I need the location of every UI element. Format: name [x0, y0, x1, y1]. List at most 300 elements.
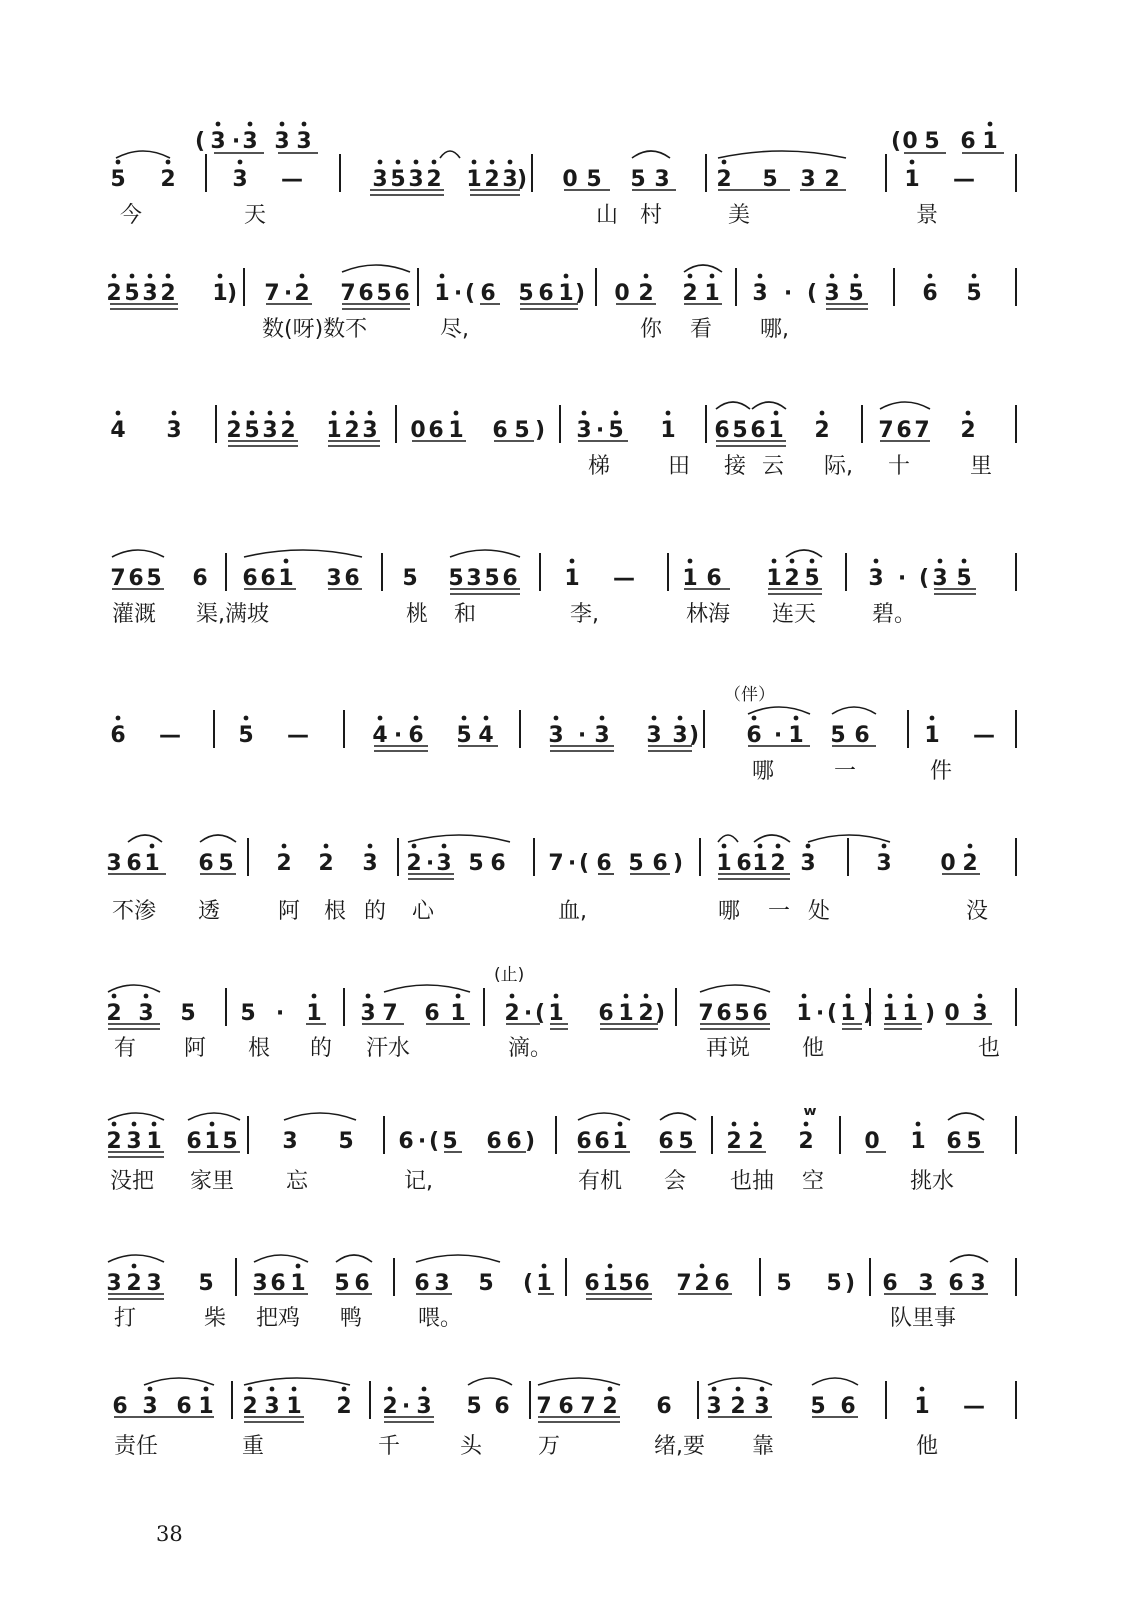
note: 6 — [714, 1271, 730, 1296]
note: 3 — [548, 723, 564, 748]
note: 2 — [106, 1001, 122, 1026]
octave-dot-high — [820, 411, 825, 416]
lyric: 和 — [454, 602, 477, 627]
octave-dot-high — [972, 274, 977, 279]
note: 6 — [576, 1129, 592, 1154]
octave-dot-high — [760, 1387, 765, 1392]
note: 6 — [398, 1129, 414, 1154]
note: · — [393, 723, 403, 748]
note: 3 — [466, 566, 482, 591]
note: 1 — [548, 1001, 564, 1026]
note-token: ) — [688, 723, 700, 748]
lyric: 会 — [664, 1169, 687, 1194]
note: 5 — [448, 566, 464, 591]
octave-dot-high — [454, 411, 459, 416]
note: 6 — [594, 1129, 610, 1154]
octave-dot-high — [882, 844, 887, 849]
note: 6 — [896, 418, 912, 443]
note-token: ) — [654, 1001, 666, 1026]
note: 6 — [598, 1001, 614, 1026]
note-token: ) — [844, 1271, 856, 1296]
note: · — [453, 281, 463, 306]
note: 3 — [362, 851, 378, 876]
lyric: 李, — [570, 602, 599, 627]
note: 2 — [814, 418, 830, 443]
dash-extension: — — [287, 723, 309, 748]
note: 2 — [770, 851, 786, 876]
octave-dot-high — [542, 1264, 547, 1269]
octave-dot-high — [248, 122, 253, 127]
note: 5 — [124, 281, 140, 306]
octave-dot-high — [412, 844, 417, 849]
lyric: 喂。 — [418, 1306, 463, 1331]
lyric: 根 — [248, 1036, 271, 1061]
octave-dot-high — [988, 122, 993, 127]
lyric: 把鸡 — [256, 1306, 301, 1331]
lyric: 鸭 — [340, 1306, 363, 1331]
octave-dot-high — [300, 274, 305, 279]
note: 3 — [972, 1001, 988, 1026]
note: 3 — [106, 1271, 122, 1296]
note: 3 — [576, 418, 592, 443]
note: 5 — [830, 723, 846, 748]
slur — [708, 1378, 772, 1385]
slur — [108, 1255, 164, 1262]
note: 5 — [110, 167, 126, 192]
note: 1 — [212, 281, 228, 306]
note: 3 — [970, 1271, 986, 1296]
note: 3 — [262, 418, 278, 443]
note: ( — [806, 281, 818, 306]
lyric: 他 — [802, 1036, 825, 1061]
octave-dot-high — [166, 274, 171, 279]
note: 1 — [198, 1394, 214, 1419]
note: 3 — [232, 167, 248, 192]
note: 6 — [198, 851, 214, 876]
note: 5 — [966, 1129, 982, 1154]
note: 6 — [558, 1394, 574, 1419]
note-token: ) — [534, 418, 546, 443]
octave-dot-high — [846, 994, 851, 999]
note: 3 — [146, 1271, 162, 1296]
octave-dot-high — [888, 994, 893, 999]
note: 2 — [336, 1394, 352, 1419]
slur — [832, 707, 876, 714]
note: 6 — [716, 1001, 732, 1026]
octave-dot-high — [830, 274, 835, 279]
note: 2 — [962, 851, 978, 876]
lyric: 靠 — [752, 1434, 775, 1459]
note: 6 — [428, 418, 444, 443]
note: · — [425, 851, 435, 876]
note: · — [815, 1001, 825, 1026]
note: 2 — [382, 1394, 398, 1419]
note: 2 — [318, 851, 334, 876]
note: 3 — [142, 281, 158, 306]
lyric: 桃 — [406, 602, 429, 627]
octave-dot-high — [978, 994, 983, 999]
octave-dot-high — [152, 1122, 157, 1127]
octave-dot-high — [332, 411, 337, 416]
octave-dot-high — [368, 411, 373, 416]
note: 2 — [294, 281, 310, 306]
note: 2 — [824, 167, 840, 192]
octave-dot-high — [232, 411, 237, 416]
note: 6 — [242, 566, 258, 591]
note-token: 3 — [210, 129, 226, 154]
octave-dot-high — [414, 716, 419, 721]
note: 2 — [160, 281, 176, 306]
slur — [336, 1255, 372, 1262]
octave-dot-high — [342, 1387, 347, 1392]
octave-dot-high — [440, 274, 445, 279]
octave-dot-high — [854, 274, 859, 279]
octave-dot-high — [366, 994, 371, 999]
note: 5 — [586, 167, 602, 192]
note: ( — [428, 1129, 440, 1154]
note: 2 — [726, 1129, 742, 1154]
note-token: · — [231, 129, 241, 154]
note: 1 — [286, 1394, 302, 1419]
octave-dot-high — [238, 160, 243, 165]
note: 6 — [480, 281, 496, 306]
lyric: 渠,满坡 — [196, 602, 269, 627]
octave-dot-high — [132, 1264, 137, 1269]
note: 5 — [608, 418, 624, 443]
lyric: 千 — [378, 1434, 401, 1459]
slur — [128, 835, 162, 842]
note: 6 — [186, 1129, 202, 1154]
note: 1 — [902, 1001, 918, 1026]
octave-dot-high — [652, 716, 657, 721]
note: 5 — [402, 566, 418, 591]
octave-dot-high — [282, 844, 287, 849]
slur — [786, 550, 822, 557]
lyric: 万 — [538, 1434, 561, 1459]
note: 3 — [434, 1271, 450, 1296]
note: 5 — [478, 1271, 494, 1296]
octave-dot-high — [204, 1387, 209, 1392]
octave-dot-high — [378, 716, 383, 721]
note: 7 — [110, 566, 126, 591]
octave-dot-high — [570, 559, 575, 564]
note: 6 — [270, 1271, 286, 1296]
octave-dot-high — [772, 559, 777, 564]
note: 1 — [766, 566, 782, 591]
note: 1 — [904, 167, 920, 192]
octave-dot-high — [614, 411, 619, 416]
note: 1 — [290, 1271, 306, 1296]
note: 5 — [966, 281, 982, 306]
octave-dot-high — [712, 1387, 717, 1392]
note: 4 — [110, 418, 126, 443]
note: 5 — [826, 1271, 842, 1296]
lyric: 美 — [728, 203, 751, 228]
note: 3 — [282, 1129, 298, 1154]
note: 6 — [922, 281, 938, 306]
note: 5 — [456, 723, 472, 748]
note: 1 — [306, 1001, 322, 1026]
note: 7 — [878, 418, 894, 443]
octave-dot-high — [112, 274, 117, 279]
note: 6 — [736, 851, 752, 876]
note: 6 — [882, 1271, 898, 1296]
note: 5 — [240, 1001, 256, 1026]
note: 2 — [748, 1129, 764, 1154]
lyric: 哪 — [718, 899, 741, 924]
note: 5 — [198, 1271, 214, 1296]
octave-dot-high — [774, 411, 779, 416]
lyric: 记, — [404, 1169, 433, 1194]
lyric: 头 — [460, 1434, 483, 1459]
octave-dot-high — [802, 994, 807, 999]
note: 1 — [448, 418, 464, 443]
octave-dot-high — [722, 844, 727, 849]
lyric: 打 — [114, 1306, 137, 1331]
slur — [754, 835, 790, 842]
slur — [578, 1113, 630, 1120]
lyric: 没把 — [110, 1169, 155, 1194]
lyric: 接 — [724, 454, 747, 479]
note: 7 — [382, 1001, 398, 1026]
note: 6 — [260, 566, 276, 591]
octave-dot-high — [678, 716, 683, 721]
note: 3 — [360, 1001, 376, 1026]
note: 2 — [602, 1394, 618, 1419]
octave-dot-high — [910, 160, 915, 165]
dash-extension: — — [973, 723, 995, 748]
note: ( — [522, 1271, 534, 1296]
note: 1 — [564, 566, 580, 591]
lyric: 山 — [596, 203, 619, 228]
note: 0 — [562, 167, 578, 192]
note-token: ) — [924, 1001, 936, 1026]
note-token: ) — [516, 167, 528, 192]
note-token: ʷ — [803, 1103, 817, 1128]
note: ( — [578, 851, 590, 876]
octave-dot-high — [148, 274, 153, 279]
octave-dot-high — [564, 274, 569, 279]
note: 5 — [222, 1129, 238, 1154]
octave-dot-high — [732, 1122, 737, 1127]
lyric: 挑水 — [910, 1169, 955, 1194]
note: 2 — [484, 167, 500, 192]
note: 3 — [326, 566, 342, 591]
slur — [684, 265, 722, 272]
lyric: 责任 — [114, 1434, 159, 1459]
slur — [880, 402, 930, 409]
note: 1 — [910, 1129, 926, 1154]
note: 3 — [824, 281, 840, 306]
note: 5 — [146, 566, 162, 591]
note: 2 — [242, 1394, 258, 1419]
note: 5 — [762, 167, 778, 192]
slur — [416, 1255, 500, 1262]
octave-dot-high — [600, 716, 605, 721]
note: 2 — [694, 1271, 710, 1296]
note: 6 — [656, 1394, 672, 1419]
octave-dot-high — [938, 559, 943, 564]
slur — [440, 151, 460, 158]
note: 6 — [714, 418, 730, 443]
lyric: 不渗 — [112, 899, 157, 924]
note: 1 — [466, 167, 482, 192]
note: 6 — [750, 418, 766, 443]
octave-dot-high — [722, 160, 727, 165]
note: 3 — [264, 1394, 280, 1419]
slur — [538, 1378, 620, 1385]
lyric: 看 — [690, 317, 713, 342]
note: 5 — [514, 418, 530, 443]
note: 2 — [226, 418, 242, 443]
note: 3 — [646, 723, 662, 748]
note-token: ) — [226, 281, 238, 306]
octave-dot-high — [248, 1387, 253, 1392]
note: 6 — [112, 1394, 128, 1419]
note: 1 — [536, 1271, 552, 1296]
lyric: 林海 — [686, 602, 731, 627]
note: 3 — [868, 566, 884, 591]
slur — [718, 835, 738, 842]
note: 3 — [800, 851, 816, 876]
note-token: 6 — [960, 129, 976, 154]
note: 6 — [596, 851, 612, 876]
note: 2 — [106, 1129, 122, 1154]
note: 5 — [390, 167, 406, 192]
slur — [408, 835, 510, 842]
note-token: 3 — [296, 129, 312, 154]
note: 5 — [218, 851, 234, 876]
note: 5 — [180, 1001, 196, 1026]
note: 1 — [788, 723, 804, 748]
note: 2 — [784, 566, 800, 591]
note: 5 — [734, 1001, 750, 1026]
octave-dot-high — [150, 844, 155, 849]
note: 5 — [732, 418, 748, 443]
note: 5 — [484, 566, 500, 591]
note: 3 — [166, 418, 182, 443]
note: 3 — [142, 1394, 158, 1419]
note: 5 — [238, 723, 254, 748]
note: 3 — [362, 418, 378, 443]
note-token: ) — [672, 851, 684, 876]
lyric: 再说 — [706, 1036, 751, 1061]
note: 2 — [406, 851, 422, 876]
note: 1 — [450, 1001, 466, 1026]
octave-dot — [166, 160, 171, 165]
note: 1 — [768, 418, 784, 443]
note: 5 — [810, 1394, 826, 1419]
slur — [468, 1378, 512, 1385]
octave-dot-high — [296, 1264, 301, 1269]
lyric: 天 — [244, 203, 267, 228]
note: 2 — [798, 1129, 814, 1154]
note: 6 — [192, 566, 208, 591]
slur — [244, 1378, 350, 1385]
note: 6 — [110, 723, 126, 748]
note: 5 — [678, 1129, 694, 1154]
lyric: 田 — [668, 454, 691, 479]
slur — [244, 550, 362, 557]
note: 6 — [490, 851, 506, 876]
octave-dot-high — [736, 1387, 741, 1392]
note: · — [783, 281, 793, 306]
note: 6 — [840, 1394, 856, 1419]
note: 6 — [752, 1001, 768, 1026]
octave-dot-high — [144, 994, 149, 999]
note: · — [567, 851, 577, 876]
note-token: ) — [524, 1129, 536, 1154]
note: 3 — [654, 167, 670, 192]
note-token: ) — [862, 1001, 874, 1026]
note: · — [401, 1394, 411, 1419]
lyric: 一 — [768, 899, 791, 924]
octave-dot-high — [490, 160, 495, 165]
octave-dot-high — [962, 559, 967, 564]
lyric: 重 — [242, 1434, 265, 1459]
slur — [752, 402, 786, 409]
note: 1 — [840, 1001, 856, 1026]
note: 5 — [628, 851, 644, 876]
note: 7 — [264, 281, 280, 306]
note: 1 — [146, 1129, 162, 1154]
octave-dot-high — [472, 160, 477, 165]
lyric: 血, — [558, 899, 587, 924]
octave-dot-high — [484, 716, 489, 721]
note: 5 — [376, 281, 392, 306]
octave-dot-high — [806, 844, 811, 849]
annotation: (止) — [494, 965, 525, 985]
octave-dot-high — [790, 559, 795, 564]
note: 2 — [504, 1001, 520, 1026]
octave-dot-high — [130, 274, 135, 279]
octave-dot-high — [644, 274, 649, 279]
octave-dot-high — [280, 122, 285, 127]
note: 6 — [652, 851, 668, 876]
slur — [342, 265, 410, 272]
slur — [948, 1113, 984, 1120]
note: 3 — [932, 566, 948, 591]
note: 5 — [338, 1129, 354, 1154]
note-token: ( — [890, 129, 902, 154]
slur — [144, 1378, 214, 1385]
note: 5 — [618, 1271, 634, 1296]
note: 1 — [914, 1394, 930, 1419]
note: 2 — [960, 418, 976, 443]
slur — [384, 985, 470, 992]
octave-dot-high — [250, 411, 255, 416]
octave-dot-high — [666, 411, 671, 416]
lyric: 他 — [916, 1434, 939, 1459]
note: 5 — [468, 851, 484, 876]
dash-extension: — — [953, 167, 975, 192]
note: 1 — [716, 851, 732, 876]
note: 3 — [106, 851, 122, 876]
octave-dot-high — [510, 994, 515, 999]
slur — [450, 550, 520, 557]
octave-dot-high — [776, 844, 781, 849]
octave-dot-high — [286, 411, 291, 416]
note: 1 — [682, 566, 698, 591]
lyric: 根 — [324, 899, 347, 924]
octave-dot-high — [218, 274, 223, 279]
lyric: 连天 — [772, 602, 817, 627]
note: 0 — [944, 1001, 960, 1026]
note: 7 — [340, 281, 356, 306]
lyric: 一 — [834, 759, 857, 784]
note: 2 — [682, 281, 698, 306]
octave-dot-high — [116, 716, 121, 721]
